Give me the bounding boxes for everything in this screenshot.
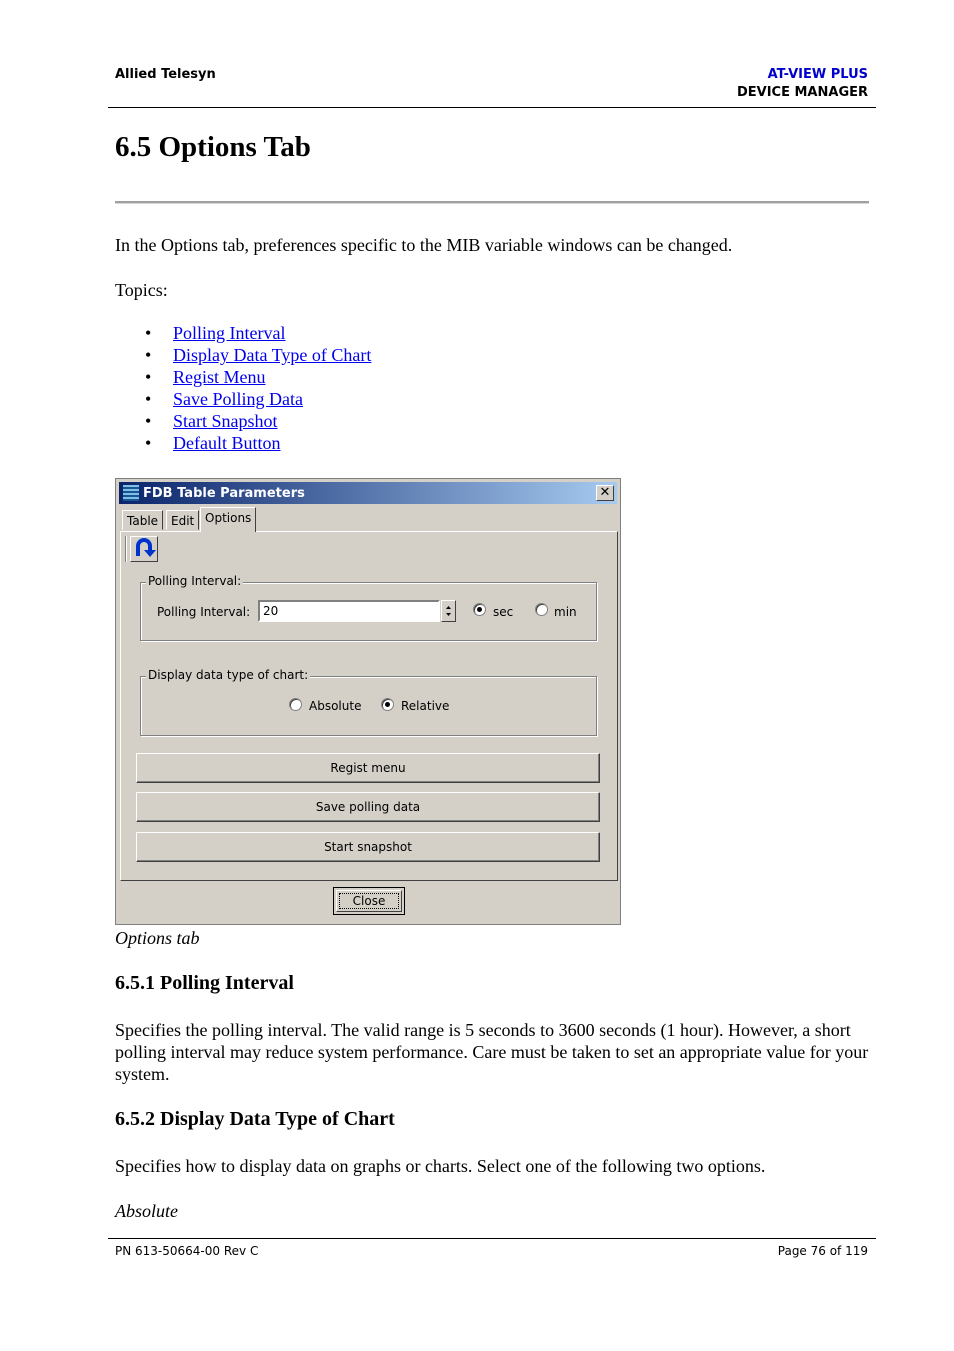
header-product: AT-VIEW PLUS — [767, 67, 868, 82]
fdb-parameters-dialog — [115, 478, 621, 925]
chart-description: Specifies how to display data on graphs or charts. Select one of the following two options. — [115, 1156, 766, 1176]
tab-options[interactable]: Options — [200, 507, 256, 532]
tab-table[interactable]: Table — [122, 510, 163, 530]
bullet: • — [145, 411, 152, 431]
polling-interval-label: Polling Interval: — [157, 605, 251, 619]
toolbar-separator — [125, 536, 127, 562]
header-company: Allied Telesyn — [115, 67, 216, 82]
topic-link-regist-menu[interactable]: Regist Menu — [173, 367, 266, 387]
list-item — [115, 410, 371, 432]
polling-interval-field[interactable]: 20 — [258, 600, 440, 622]
list-item — [115, 322, 371, 344]
page-title: 6.5 Options Tab — [115, 131, 311, 163]
chart-type-group — [140, 668, 597, 736]
polling-group-legend: Polling Interval: — [148, 574, 242, 588]
topic-link-save-polling-data[interactable]: Save Polling Data — [173, 389, 303, 409]
bullet: • — [145, 389, 152, 409]
footer-part-number: PN 613-50664-00 Rev C — [115, 1244, 259, 1258]
bullet: • — [145, 345, 152, 365]
list-item — [115, 388, 371, 410]
absolute-subheading: Absolute — [115, 1201, 178, 1221]
relative-label: Relative — [401, 699, 450, 713]
topic-link-default-button[interactable]: Default Button — [173, 433, 281, 453]
default-button[interactable] — [130, 536, 158, 562]
close-button-label: Close — [339, 893, 399, 909]
polling-description: Specifies the polling interval. The valid range is 5 seconds to 3600 seconds (1 hour). However, a short polling interval may reduce system performance. Care must be taken to set an appropriate value for your system. — [115, 1020, 869, 1084]
reset-arrow-icon — [131, 537, 157, 561]
intro-text: In the Options tab, preferences specific to the MIB variable windows can be changed. — [115, 235, 733, 255]
absolute-radio[interactable] — [289, 698, 302, 711]
topic-link-polling-interval[interactable]: Polling Interval — [173, 323, 286, 343]
footer-divider — [108, 1238, 876, 1239]
unit-sec-label: sec — [493, 605, 514, 619]
header-section: DEVICE MANAGER — [736, 85, 868, 100]
dialog-titlebar[interactable] — [119, 482, 617, 504]
regist-menu-button[interactable]: Regist menu — [136, 753, 600, 783]
list-item — [115, 344, 371, 366]
header-divider — [108, 107, 876, 108]
unit-min-label: min — [554, 605, 577, 619]
topic-link-display-data-type[interactable]: Display Data Type of Chart — [173, 345, 372, 365]
figure-caption: Options tab — [115, 928, 200, 948]
grid-icon — [123, 485, 139, 501]
tab-edit[interactable]: Edit — [166, 510, 199, 530]
title-rule — [115, 201, 869, 204]
topics-list — [115, 322, 371, 454]
polling-interval-spinner[interactable] — [441, 600, 456, 622]
save-polling-data-button[interactable]: Save polling data — [136, 792, 600, 822]
list-item — [115, 432, 371, 454]
section-heading-polling: 6.5.1 Polling Interval — [115, 972, 294, 994]
spinner-arrows-icon — [442, 601, 455, 621]
close-icon[interactable]: ✕ — [596, 485, 614, 501]
footer-page-number: Page 76 of 119 — [777, 1244, 868, 1258]
chart-group-legend: Display data type of chart: — [148, 668, 309, 682]
start-snapshot-button[interactable]: Start snapshot — [136, 832, 600, 862]
close-button[interactable] — [333, 887, 405, 915]
topics-label: Topics: — [115, 280, 168, 300]
unit-sec-radio[interactable] — [473, 603, 486, 616]
section-heading-chart: 6.5.2 Display Data Type of Chart — [115, 1108, 395, 1130]
absolute-label: Absolute — [309, 699, 362, 713]
topic-link-start-snapshot[interactable]: Start Snapshot — [173, 411, 278, 431]
unit-min-radio[interactable] — [535, 603, 548, 616]
dialog-title: FDB Table Parameters — [143, 486, 305, 501]
relative-radio[interactable] — [381, 698, 394, 711]
bullet: • — [145, 433, 152, 453]
bullet: • — [145, 323, 152, 343]
bullet: • — [145, 367, 152, 387]
list-item — [115, 366, 371, 388]
